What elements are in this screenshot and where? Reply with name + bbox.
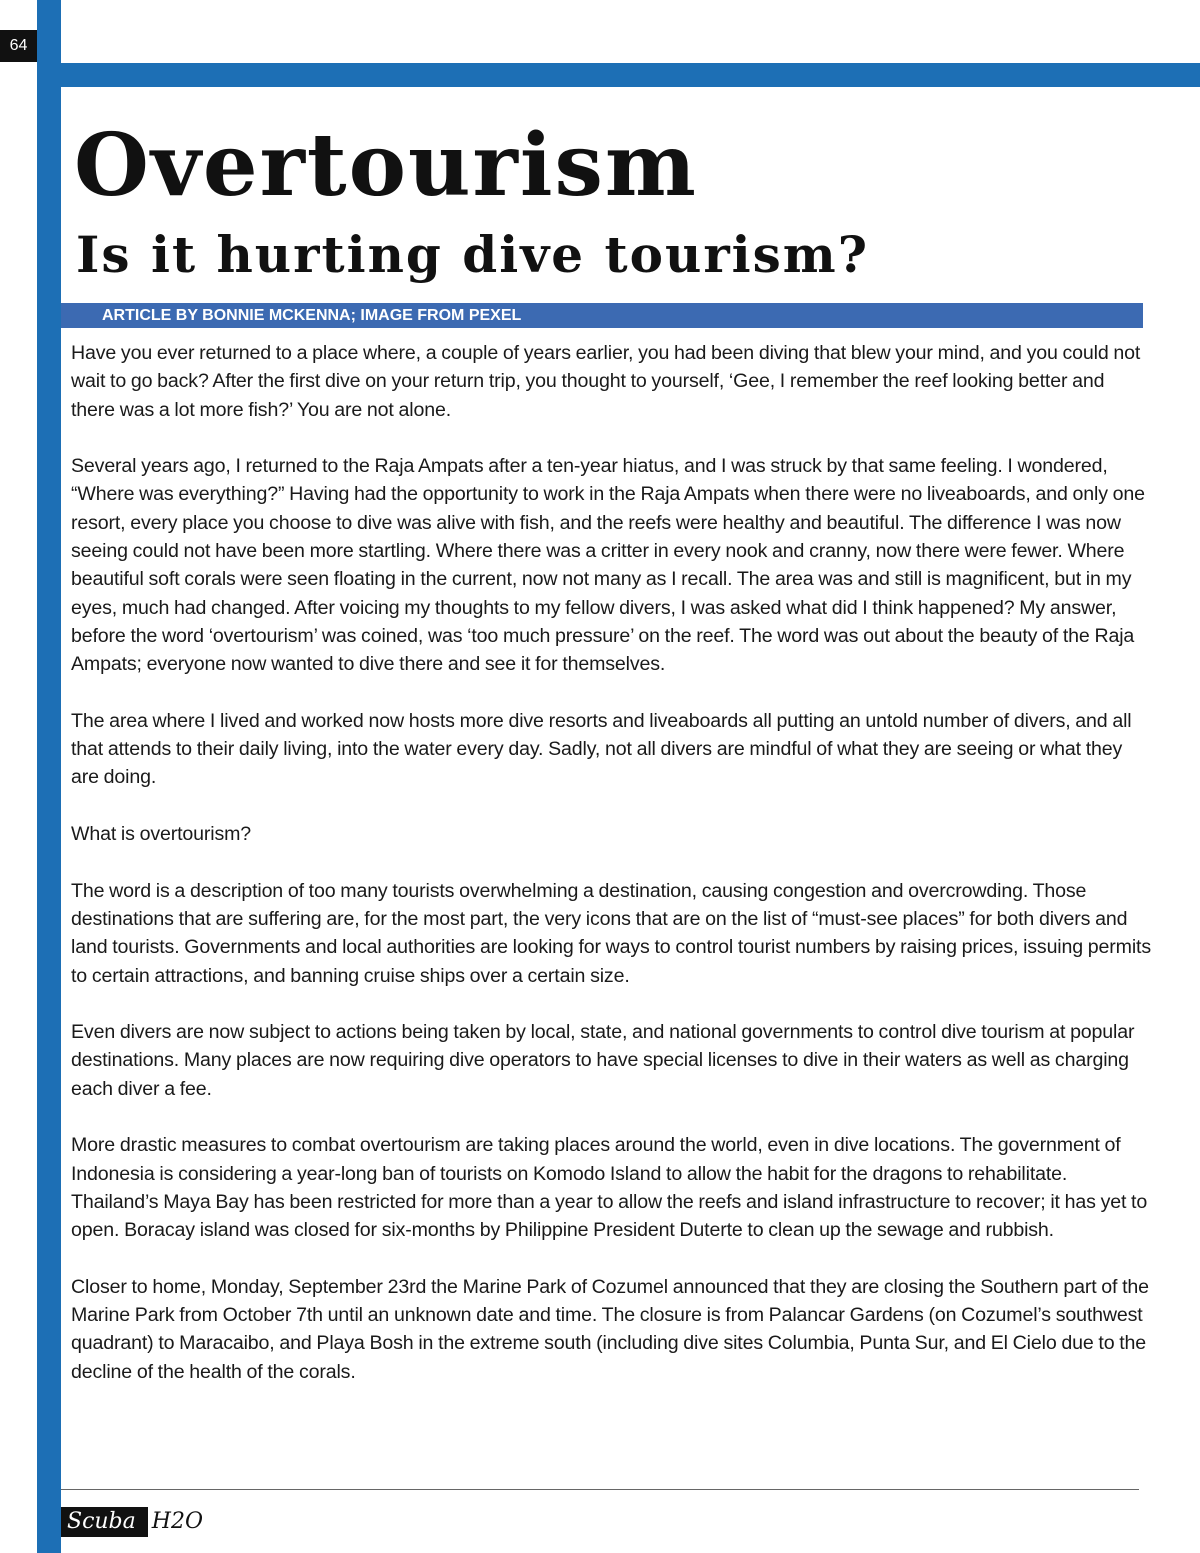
body-paragraph: More drastic measures to combat overtourism are taking places around the world, even in dive locations. The government of Indonesia is considering a year-long ban of tourists on Komodo Island to allow the habit for the dragons to rehabilitate. Thailand’s Maya Bay has been restricted for more than a year to allow the reefs and island infrastructure to recover; it has yet to open. Boracay island was closed for six-months by Philippine President Duterte to clean up the sewage and rubbish. <box>71 1134 1148 1242</box>
section-question: What is overtourism? <box>71 823 252 846</box>
body-paragraph: Closer to home, Monday, September 23rd the Marine Park of Cozumel announced that they are closing the Southern part of the Marine Park from October 7th until an unknown date and time. The closure is from Palancar Gardens (on Cozumel’s southwest quadrant) to Maracaibo, and Playa Bosh in the extreme south (including dive sites Columbia, Punta Sur, and El Cielo due to the decline of the health of the corals. <box>71 1275 1149 1383</box>
byline: ARTICLE BY BONNIE MCKENNA; IMAGE FROM PEXEL <box>102 307 522 324</box>
logo-h2o-text: H2O <box>151 1509 203 1534</box>
body-paragraph: Several years ago, I returned to the Raja Ampats after a ten-year hiatus, and I was struck by that same feeling. I wondered, “Where was everything?” Having had the opportunity to work in the Raja Ampats when there were no liveaboards, and only one resort, every place you choose to dive was alive with fish, and the reefs were healthy and beautiful. The difference I was now seeing could not have been more startling. Where there was a critter in every nook and cranny, now there were fewer. Where beautiful soft corals were seen floating in the current, now not many as I recall. The area was and still is magnificent, but in my eyes, much had changed. After voicing my thoughts to my fellow divers, I was asked what did I think happened? My answer, before the word ‘overtourism’ was coined, was ‘too much pressure’ on the reef. The word was out about the beauty of the Raja Ampats; everyone now wanted to dive there and see it for themselves. <box>71 455 1145 676</box>
body-paragraph: The word is a description of too many tourists overwhelming a destination, causing congestion and overcrowding. Those destinations that are suffering are, for the most part, the very icons that are on the list of “must-see places” for both divers and land tourists. Governments and local authorities are looking for ways to control tourist numbers by raising prices, issuing permits to certain attractions, and banning cruise ships over a certain size. <box>71 879 1151 987</box>
top-accent-bar <box>37 63 1200 87</box>
body-paragraph: The area where I lived and worked now hosts more dive resorts and liveaboards all putting an untold number of divers, and all that attends to their daily living, into the water every day. Sadly, not all divers are mindful of what they are seeing or what they are doing. <box>71 709 1132 789</box>
article-title: Overtourism <box>74 115 698 216</box>
page-number: 64 <box>0 30 37 62</box>
article-subtitle: Is it hurting dive tourism? <box>76 225 870 284</box>
body-paragraph: Even divers are now subject to actions being taken by local, state, and national governments to control dive tourism at popular destinations. Many places are now requiring dive operators to have special licenses to dive in their waters as well as charging each diver a fee. <box>71 1021 1135 1100</box>
left-accent-bar <box>37 0 61 1553</box>
article-body <box>71 339 1151 1414</box>
footer-divider <box>61 1489 1139 1490</box>
magazine-logo <box>61 1507 203 1539</box>
logo-scuba-text: Scuba <box>61 1507 148 1537</box>
body-paragraph: Have you ever returned to a place where, a couple of years earlier, you had been diving that blew your mind, and you could not wait to go back? After the first dive on your return trip, you thought to yourself, ‘Gee, I remember the reef looking better and there was a lot more fish?’ You are not alone. <box>71 342 1141 421</box>
